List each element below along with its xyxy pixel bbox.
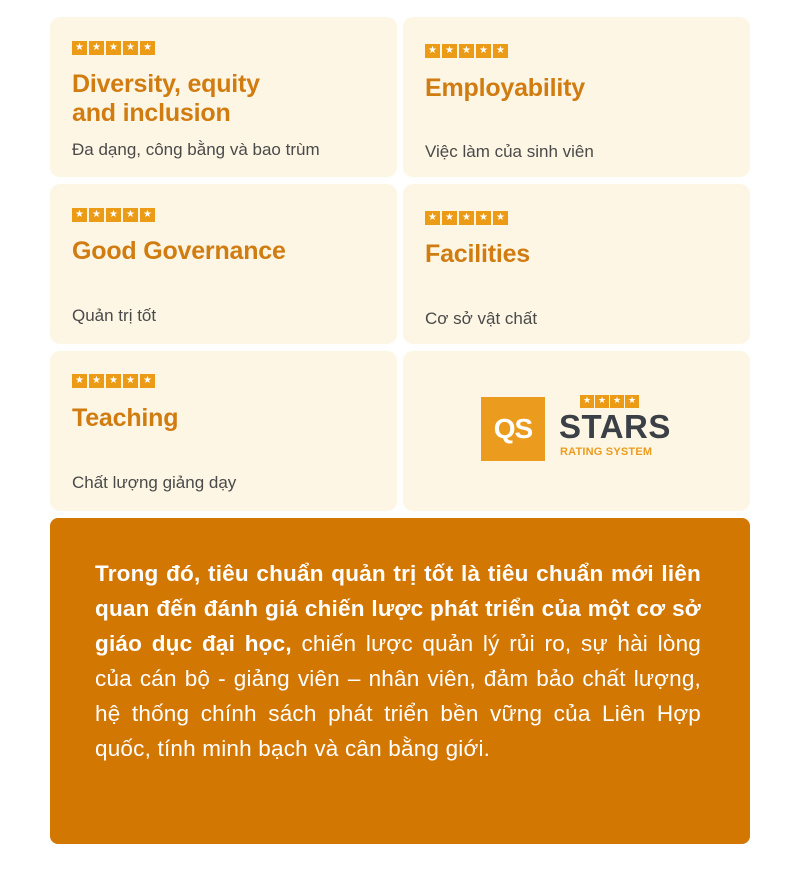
star-icon: ★ [72,208,87,222]
star-icon: ★ [72,41,87,55]
star-icon: ★ [123,374,138,388]
star-icon: ★ [140,41,155,55]
criterion-title: Teaching [72,404,179,432]
criterion-title: Employability [425,74,585,102]
criterion-card-governance [50,184,397,344]
criterion-card-employability [403,17,750,177]
logo-stars-wordmark: STARS [559,408,671,445]
star-icon: ★ [106,374,121,388]
star-icon: ★ [106,208,121,222]
five-star-rating [425,211,508,225]
criterion-subtitle: Quản trị tốt [72,306,157,325]
star-icon: ★ [493,44,508,58]
star-icon: ★ [72,374,87,388]
criterion-title: Facilities [425,240,530,268]
star-icon: ★ [580,395,594,408]
description-bold-text: Trong đó, tiêu chuẩn quản trị tốt là tiêu chuẩn mới liên quan đến đánh giá chiến lược phát triển của một cơ sở giáo dục đại học, [95,561,701,656]
criterion-title: Good Governance [72,237,286,265]
star-icon: ★ [123,41,138,55]
criterion-card-facilities [403,184,750,344]
star-icon: ★ [476,211,491,225]
criterion-subtitle: Chất lượng giảng dạy [72,473,237,492]
criterion-subtitle: Việc làm của sinh viên [425,142,594,161]
criterion-title-line: and inclusion [72,99,231,127]
qs-stars-logo-card [403,351,750,511]
description-panel [50,518,750,844]
criterion-subtitle: Đa dạng, công bằng và bao trùm [72,140,320,159]
criterion-card-diversity [50,17,397,177]
star-icon: ★ [476,44,491,58]
criterion-subtitle: Cơ sở vật chất [425,309,538,328]
criterion-card-teaching [50,351,397,511]
logo-star-rating [580,395,639,408]
star-icon: ★ [595,395,609,408]
five-star-rating [72,208,155,222]
star-icon: ★ [610,395,624,408]
qs-stars-logo [481,395,681,465]
star-icon: ★ [459,211,474,225]
five-star-rating [72,41,155,55]
criterion-title [72,70,260,128]
star-icon: ★ [89,41,104,55]
star-icon: ★ [140,208,155,222]
star-icon: ★ [106,41,121,55]
star-icon: ★ [89,374,104,388]
logo-rating-system-text: RATING SYSTEM [560,446,653,458]
star-icon: ★ [442,44,457,58]
criterion-title-line: Diversity, equity [72,70,260,98]
five-star-rating [72,374,155,388]
five-star-rating [425,44,508,58]
star-icon: ★ [442,211,457,225]
star-icon: ★ [123,208,138,222]
star-icon: ★ [89,208,104,222]
description-text [95,556,701,766]
description-normal-text: chiến lược quản lý rủi ro, sự hài lòng của cán bộ - giảng viên – nhân viên, đảm bảo chất lượng, hệ thống chính sách phát triển bền vững của Liên Hợp quốc, tính minh bạch và cân bằng giới. [95,631,702,761]
star-icon: ★ [425,211,440,225]
star-icon: ★ [425,44,440,58]
star-icon: ★ [493,211,508,225]
star-icon: ★ [459,44,474,58]
qs-logo-mark: QS [481,397,545,461]
star-icon: ★ [140,374,155,388]
star-icon: ★ [625,395,639,408]
